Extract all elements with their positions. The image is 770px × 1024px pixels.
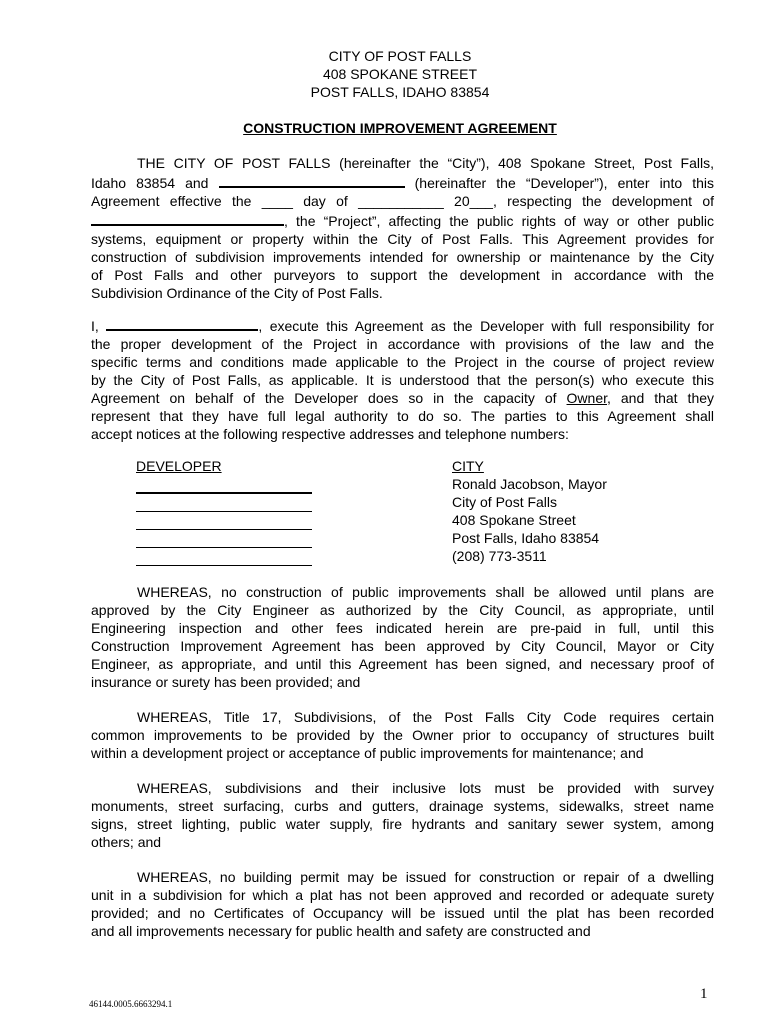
whereas-paragraph-3 (91, 779, 714, 851)
letterhead-city: CITY OF POST FALLS (328, 48, 472, 64)
text-span: , execute this Agreement as the Developer with full responsibility for (258, 318, 715, 334)
text-line: the proper development of the Project in accordance with provisions of the law and the (91, 336, 714, 352)
text-line: common improvements to be provided by the Owner prior to occupancy of structures built (91, 727, 714, 743)
text-line: by the City of Post Falls, as applicable. It is understood that the person(s) who execute this (91, 372, 714, 388)
owner-capacity: Owner (566, 390, 607, 406)
letterhead-city-state: POST FALLS, IDAHO 83854 (310, 84, 490, 100)
city-phone: (208) 773-3511 (452, 548, 547, 564)
city-heading: CITY (452, 458, 484, 474)
whereas-paragraph-2 (91, 708, 714, 762)
developer-name-blank (219, 172, 405, 188)
text-span: Idaho 83854 and (91, 175, 209, 191)
letterhead (0, 47, 770, 101)
text-line: WHEREAS, no building permit may be issued for construction or repair of a dwelling (137, 869, 714, 885)
whereas-paragraph-1 (91, 583, 714, 691)
developer-heading: DEVELOPER (136, 458, 222, 474)
developer-line-blank (136, 512, 312, 530)
text-line: and all improvements necessary for public health and safety are constructed and (91, 923, 591, 939)
document-id: 46144.0005.6663294.1 (89, 999, 173, 1009)
developer-line-blank (136, 530, 312, 548)
developer-paragraph (91, 315, 714, 443)
text-line: approved by the City Engineer as authorized by the City Council, as appropriate, until (91, 602, 714, 618)
text-line: unit in a subdivision for which a plat has not been approved and recorded or adequate surety (91, 887, 714, 903)
text-line: Engineering inspection and other fees indicated herein are pre-paid in full, until this (91, 620, 714, 636)
text-line: construction of subdivision improvements intended for ownership or maintenance by the City (91, 249, 714, 265)
text-span: I, (91, 318, 99, 334)
signer-name-blank (106, 315, 258, 331)
text-line: systems, equipment or property within the City of Post Falls. This Agreement provides for (91, 231, 714, 247)
text-line: Subdivision Ordinance of the City of Post Falls. (91, 285, 383, 301)
text-line: represent that they have full legal authority to do so. The parties to this Agreement shall (91, 408, 714, 424)
text-line: signs, street lighting, public water supply, fire hydrants and sanitary sewer system, among (91, 816, 714, 832)
text-line: Construction Improvement Agreement has been approved by City Council, Mayor or City (91, 638, 714, 654)
text-line (91, 210, 714, 230)
text-line: insurance or surety has been provided; and (91, 674, 361, 690)
text-line: WHEREAS, no construction of public improvements shall be allowed until plans are (137, 584, 714, 600)
page-number: 1 (700, 986, 708, 1002)
text-line: of Post Falls and other purveyors to support the development in accordance with the (91, 267, 714, 283)
text-line: WHEREAS, Title 17, Subdivisions, of the Post Falls City Code requires certain (137, 709, 714, 725)
developer-line-blank (136, 475, 312, 494)
letterhead-street: 408 SPOKANE STREET (322, 66, 478, 82)
developer-line-blank (136, 494, 312, 512)
city-address-block (452, 457, 702, 565)
text-line: within a development project or acceptance of public improvements for maintenance; and (91, 745, 644, 761)
text-line: monuments, street surfacing, curbs and gutters, drainage systems, sidewalks, street name (91, 798, 714, 814)
intro-paragraph (91, 154, 714, 302)
project-name-blank (91, 210, 284, 226)
whereas-paragraph-4 (91, 868, 714, 940)
text-span: , the “Project”, affecting the public rights of way or other public (284, 213, 714, 229)
document-title: CONSTRUCTION IMPROVEMENT AGREEMENT (243, 120, 557, 136)
text-line: accept notices at the following respective addresses and telephone numbers: (91, 426, 569, 442)
city-address-line: Post Falls, Idaho 83854 (452, 530, 600, 546)
text-line (91, 389, 714, 407)
text-line: THE CITY OF POST FALLS (hereinafter the “City”), 408 Spokane Street, Post Falls, (137, 155, 714, 171)
text-span: Agreement on behalf of the Developer does so in the capacity of (91, 390, 557, 406)
text-line (91, 315, 714, 335)
text-line (91, 172, 714, 192)
text-line: Engineer, as appropriate, and until this Agreement has been signed, and necessary proof of (91, 656, 714, 672)
text-span: , and that they (607, 390, 715, 406)
developer-address-block (136, 457, 336, 566)
text-line: specific terms and conditions made applicable to the Project in the course of project review (91, 354, 714, 370)
city-address-line: 408 Spokane Street (452, 512, 576, 528)
text-line: WHEREAS, subdivisions and their inclusive lots must be provided with survey (137, 780, 714, 796)
text-line: others; and (91, 834, 162, 850)
text-span: (hereinafter the “Developer”), enter into this (414, 175, 714, 191)
text-line: Agreement effective the ____ day of ___________ 20___, respecting the development of (91, 193, 714, 209)
city-address-line: Ronald Jacobson, Mayor (452, 476, 607, 492)
developer-line-blank (136, 548, 312, 566)
text-line: provided; and no Certificates of Occupancy will be issued until the plat has been recorded (91, 905, 714, 921)
city-address-line: City of Post Falls (452, 494, 558, 510)
